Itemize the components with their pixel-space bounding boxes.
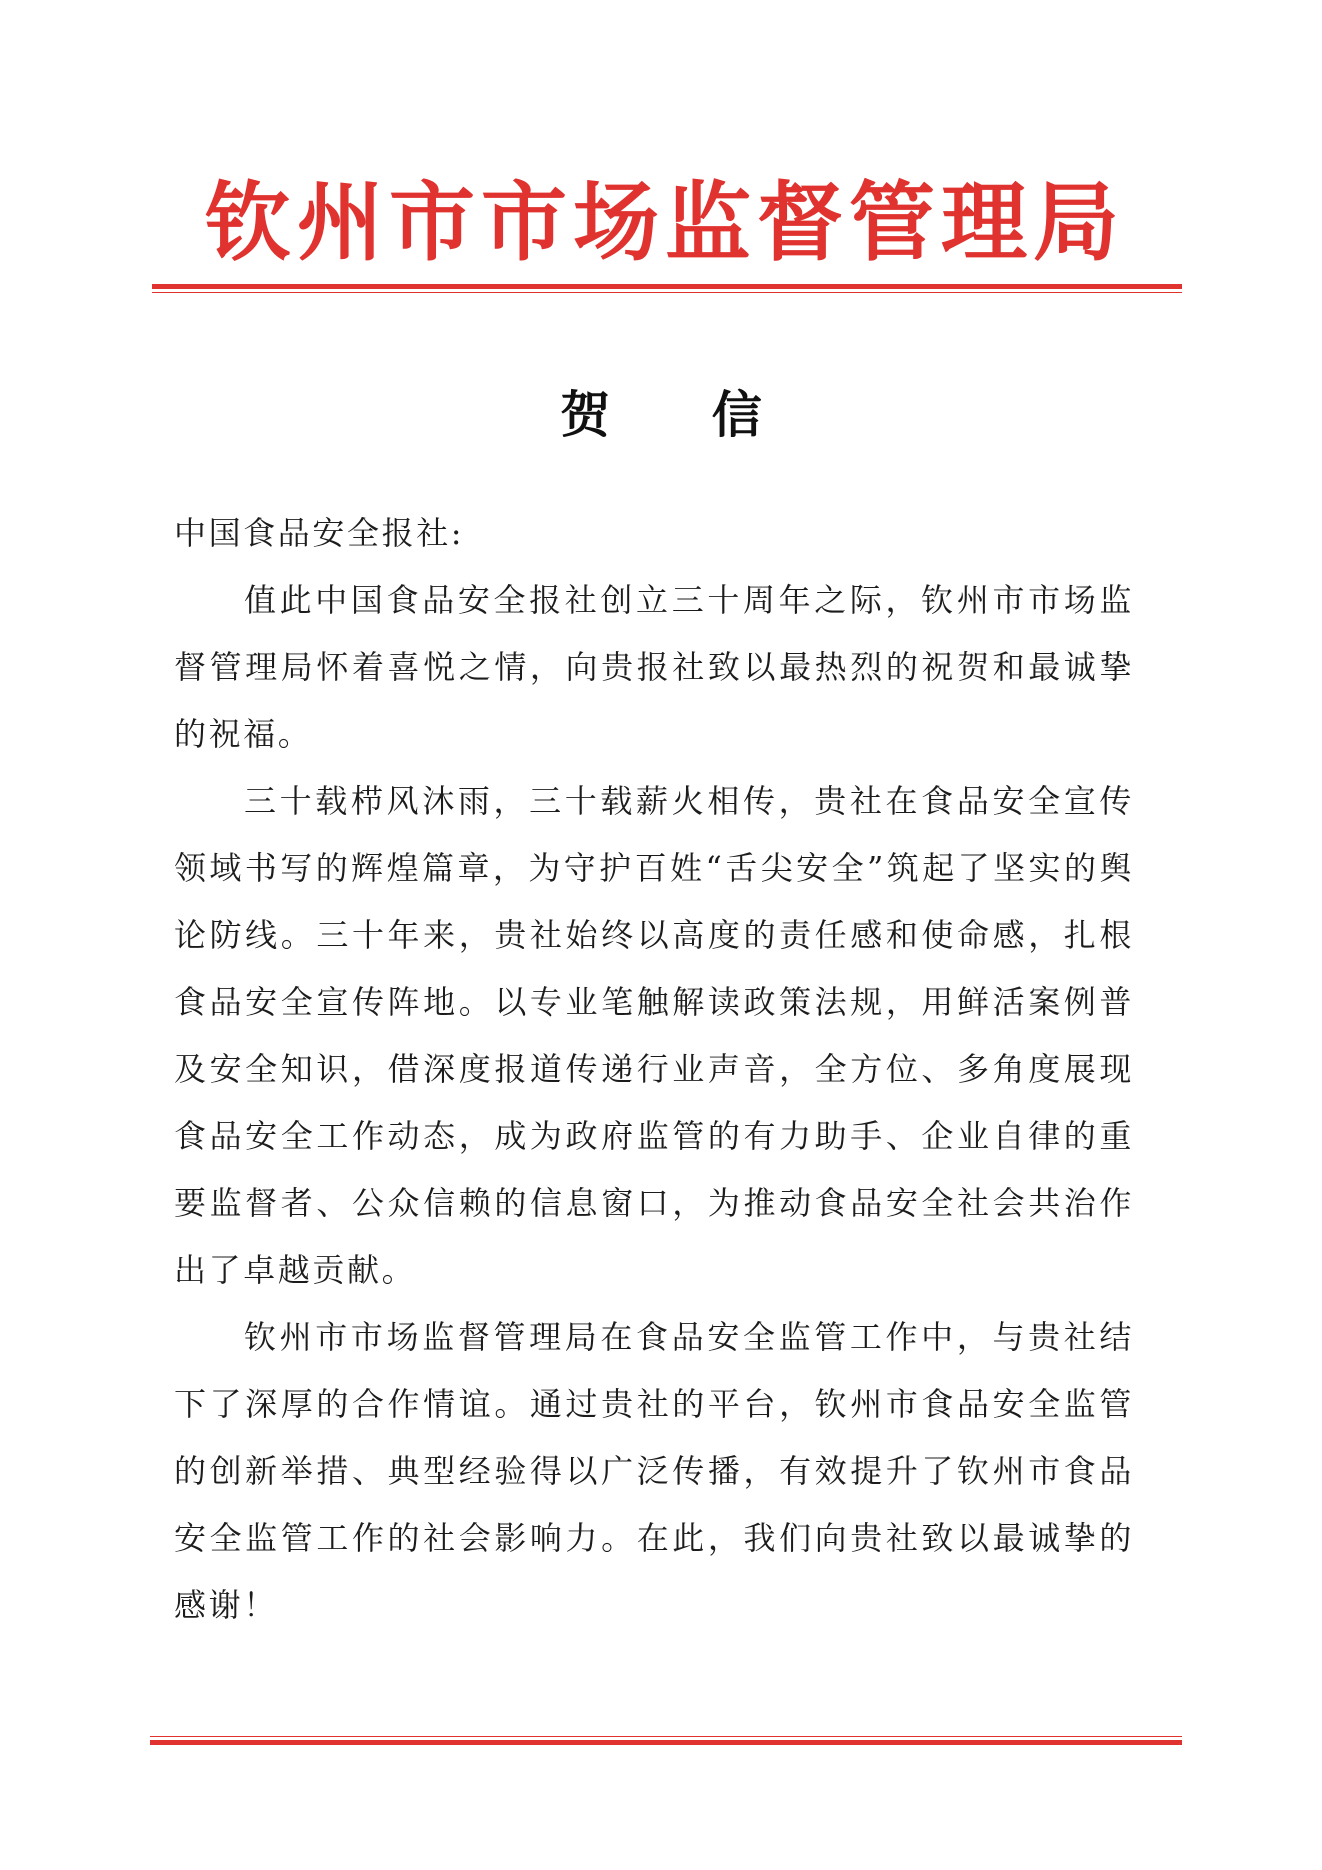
- letter-title: 贺 信: [560, 385, 804, 444]
- footer-rule-thick: [150, 1740, 1182, 1745]
- letterhead-rule-thick: [152, 284, 1182, 289]
- footer-rule-thin: [150, 1736, 1182, 1737]
- letter-paragraph-2: 三十载栉风沐雨，三十载薪火相传，贵社在食品安全宣传领域书写的辉煌篇章，为守护百姓“舌尖安全”筑起了坚实的舆论防线。三十年来，贵社始终以高度的责任感和使命感，扎根食品安全宣传阵地。以专业笔触解读政策法规，用鲜活案例普及安全知识，借深度报道传递行业声音，全方位、多角度展现食品安全工作动态，成为政府监管的有力助手、企业自律的重要监督者、公众信赖的信息窗口，为推动食品安全社会共治作出了卓越贡献。: [174, 782, 1134, 1289]
- letter-paragraph-3: 钦州市市场监督管理局在食品安全监管工作中，与贵社结下了深厚的合作情谊。通过贵社的平台，钦州市食品安全监管的创新举措、典型经验得以广泛传播，有效提升了钦州市食品安全监管工作的社会影响力。在此，我们向贵社致以最诚挚的感谢！: [174, 1318, 1134, 1624]
- letterhead-rule-thin: [152, 292, 1182, 293]
- letter-salutation: 中国食品安全报社:: [174, 514, 465, 552]
- letterhead-org-name: 钦州市市场监督管理局: [205, 172, 1125, 273]
- letter-paragraph-1: 值此中国食品安全报社创立三十周年之际，钦州市市场监督管理局怀着喜悦之情，向贵报社致以最热烈的祝贺和最诚挚的祝福。: [174, 581, 1134, 753]
- letter-body: [174, 500, 1134, 1639]
